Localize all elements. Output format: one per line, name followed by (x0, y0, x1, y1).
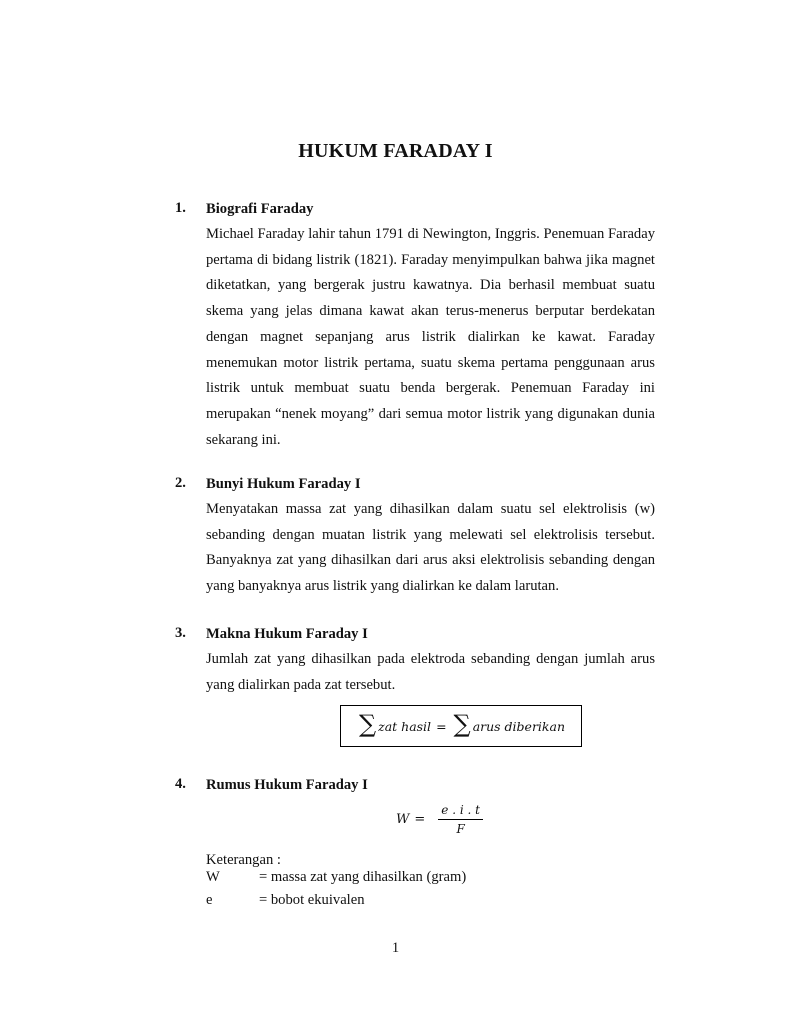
section-paragraph: Menyatakan massa zat yang dihasilkan dalam suatu sel elektrolisis (w) sebanding dengan muatan listrik yang melewati sel elektrolisis tersebut. Banyaknya zat yang dihasilkan dari arus aksi elektrolisis sebanding dengan yang banyaknya arus listrik yang dialirkan ke dalam larutan. (206, 501, 655, 595)
formula-fraction (438, 803, 483, 836)
section-number: 3. (175, 625, 186, 641)
equation-right: arus diberikan (472, 718, 566, 734)
section-paragraph: Jumlah zat yang dihasilkan pada elektroda sebanding dengan jumlah arus yang dialirkan pada zat tersebut. (206, 651, 655, 693)
equation-left: zat hasil (378, 718, 432, 734)
page-title: HUKUM FARADAY I (298, 140, 493, 162)
section-heading: Makna Hukum Faraday I (206, 626, 368, 642)
section-number: 4. (175, 776, 186, 792)
page-number: 1 (391, 940, 400, 956)
formula-equals: = (414, 811, 426, 827)
faraday-formula (396, 796, 483, 842)
formula-denominator: F (456, 821, 465, 836)
section-heading: Rumus Hukum Faraday I (206, 777, 368, 793)
formula-lhs: W (396, 811, 410, 827)
sigma-symbol: ∑ (358, 710, 377, 738)
equation-box (340, 705, 582, 747)
keterangan-description: = bobot ekuivalen (259, 892, 365, 908)
formula-numerator: e . i . t (438, 803, 483, 820)
section-heading: Bunyi Hukum Faraday I (206, 476, 361, 492)
keterangan-label: Keterangan : (206, 852, 281, 868)
keterangan-row (206, 868, 655, 886)
equation-equals: = (436, 718, 447, 734)
section-number: 1. (175, 200, 186, 216)
keterangan-symbol: W (206, 869, 220, 885)
keterangan-description: = massa zat yang dihasilkan (gram) (259, 869, 467, 885)
section-number: 2. (175, 475, 186, 491)
keterangan-symbol: e (206, 892, 213, 908)
section-paragraph: Michael Faraday lahir tahun 1791 di Newington, Inggris. Penemuan Faraday pertama di bidang listrik (1821). Faraday menyimpulkan bahwa jika magnet diketatkan, yang bergerak justru kawatnya. Dia berhasil membuat suatu skema yang jelas dimana kawat akan terus-menerus berputar berdekatan dengan magnet sepanjang arus listrik dialirkan ke kawat. Faraday menemukan motor listrik pertama, suatu skema pertama penggunaan arus listrik untuk membuat suatu benda bergerak. Penemuan Faraday ini merupakan “nenek moyang” dari semua motor listrik yang digunakan dunia sekarang ini. (206, 226, 655, 448)
section-heading: Biografi Faraday (206, 201, 314, 217)
keterangan-row (206, 891, 655, 909)
sigma-symbol: ∑ (453, 710, 471, 738)
